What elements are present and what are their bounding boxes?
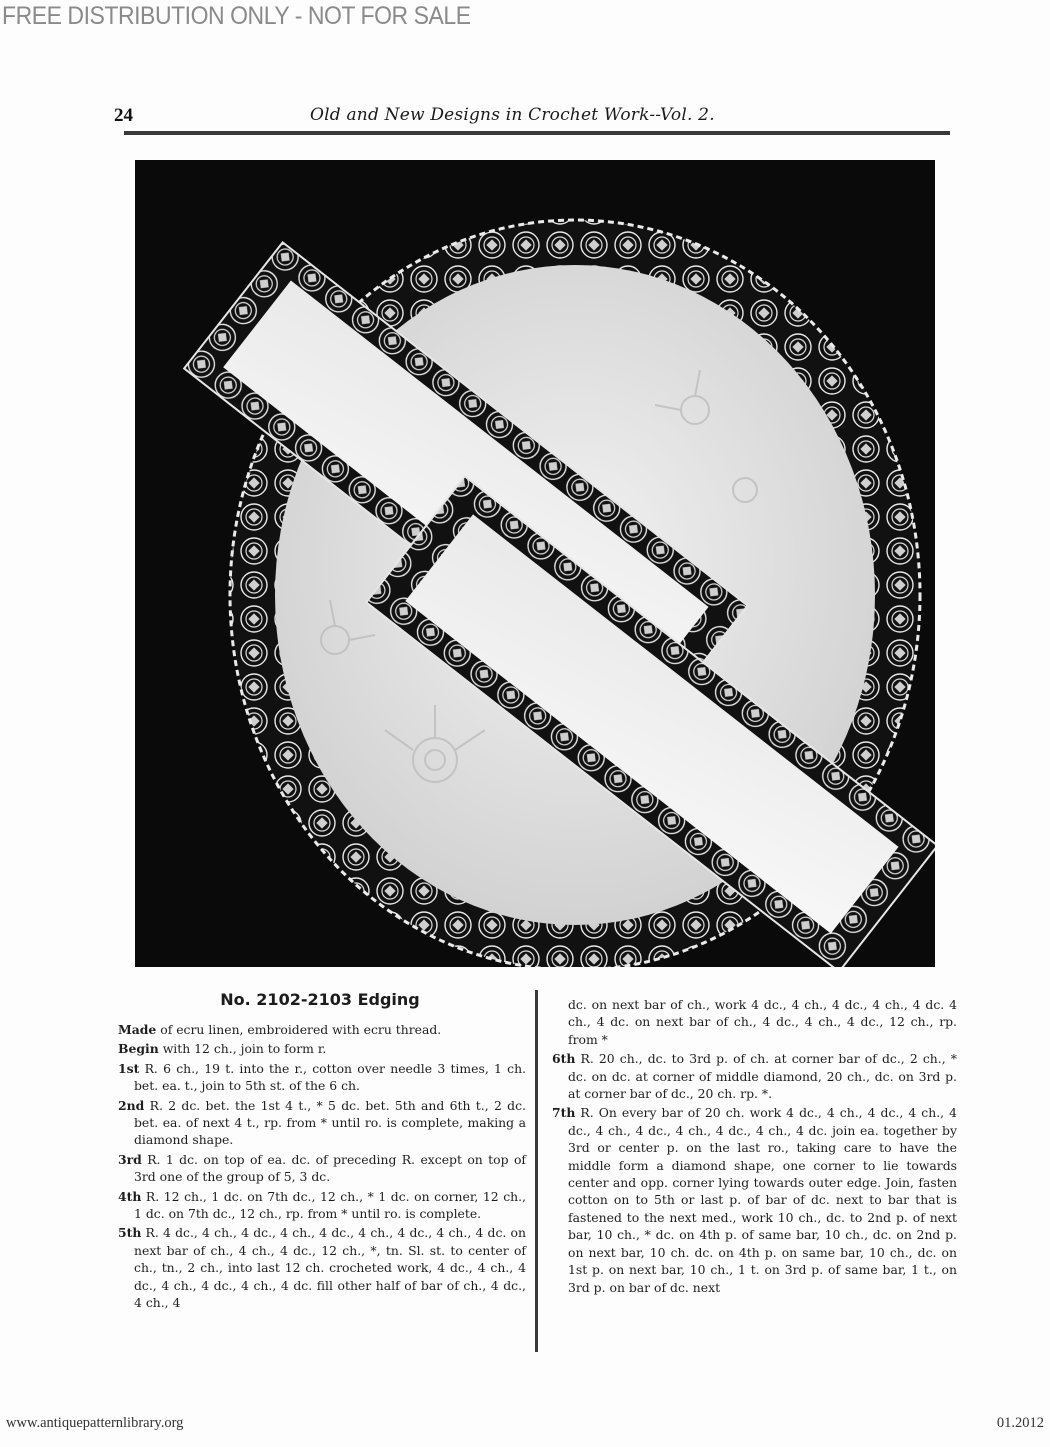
page-number: 24 (114, 105, 133, 126)
instruction-text: dc. on next bar of ch., work 4 dc., 4 ch., 4 dc., 4 ch., 4 dc. 4 ch., 4 dc. on next bar of ch., 4 dc., 4 ch., 4 dc., 12 ch., rp. from * (568, 997, 957, 1047)
instruction-paragraph (118, 1097, 526, 1149)
instructions-left-column (118, 1021, 526, 1314)
header-rule (124, 131, 950, 135)
running-head (110, 105, 950, 129)
instruction-paragraph (118, 1151, 526, 1186)
instruction-lead: 1st (118, 1060, 140, 1076)
instruction-text: R. 1 dc. on top of ea. dc. of preceding R. except on top of 3rd one of the group of 5, 3 dc. (134, 1151, 526, 1185)
instruction-lead: 4th (118, 1188, 142, 1204)
photo-illustration (135, 160, 935, 967)
instruction-paragraph (118, 1224, 526, 1311)
instruction-paragraph (552, 996, 957, 1048)
instruction-text: R. 4 dc., 4 ch., 4 dc., 4 ch., 4 dc., 4 ch., 4 dc., 4 ch., 4 dc. on next bar of ch., 4 ch., 4 dc., 12 ch., *, tn. Sl. st. to center of ch., tn., 2 ch., into last 12 ch. crocheted work, 4 dc., 4 ch., 4 dc., 4 ch., 4 dc., 4 ch., 4 dc. fill other half of bar of ch., 4 dc., 4 ch., 4 (134, 1225, 526, 1311)
instruction-lead: 3rd (118, 1151, 142, 1167)
instruction-paragraph (118, 1040, 526, 1057)
instruction-lead: 2nd (118, 1097, 145, 1113)
instruction-paragraph (552, 1104, 957, 1295)
lace-doily-photo (135, 160, 935, 967)
instruction-text: R. 2 dc. bet. the 1st 4 t., * 5 dc. bet. 5th and 6th t., 2 dc. bet. ea. of next 4 t., rp. from * until ro. is complete, making a diamond shape. (134, 1097, 526, 1148)
instruction-text: R. On every bar of 20 ch. work 4 dc., 4 ch., 4 dc., 4 ch., 4 dc., 4 ch., 4 dc., 4 ch., 4 dc., 4 ch., 4 dc. join ea. together by 3rd or center p. on the last ro., taking care to have the middle form a diamond shape, one corner to lie towards center and opp. corner lying towards outer edge. Join, fasten cotton on to 5th or last p. of bar of dc. next to bar that is fastened to the next med., work 10 ch., dc. to 2nd p. of next bar, 10 ch., * dc. on 4th p. of same bar, 10 ch., dc. on 2nd p. on next bar, 10 ch. dc. on 4th p. on same bar, 10 ch., dc. on 1st p. on next bar, 10 ch., 1 t. on 3rd p. of same bar, 1 t., on 3rd p. on bar of dc. next (568, 1105, 957, 1295)
instruction-lead: 6th (552, 1051, 576, 1067)
footer-website: www.antiquepatternlibrary.org (6, 1415, 184, 1431)
instruction-text: R. 6 ch., 19 t. into the r., cotton over needle 3 times, 1 ch. bet. ea. t., join to 5th st. of the 6 ch. (134, 1060, 526, 1094)
instruction-text: R. 20 ch., dc. to 3rd p. of ch. at corner bar of dc., 2 ch., * dc. on dc. at corner of middle diamond, 20 ch., dc. on 3rd p. at corner bar of dc., 20 ch. rp. *. (568, 1051, 957, 1102)
instruction-paragraph (118, 1021, 526, 1038)
book-title: Old and New Designs in Crochet Work--Vol. 2. (310, 105, 715, 125)
instruction-lead: 5th (118, 1225, 142, 1241)
article-title: No. 2102-2103 Edging (220, 990, 420, 1009)
instruction-lead: Begin (118, 1041, 159, 1057)
column-divider (535, 990, 538, 1352)
instruction-lead: 7th (552, 1105, 576, 1121)
instruction-paragraph (118, 1188, 526, 1223)
instruction-text: R. 12 ch., 1 dc. on 7th dc., 12 ch., * 1 dc. on corner, 12 ch., 1 dc. on 7th dc., 12 ch., rp. from * until ro. is complete. (134, 1188, 526, 1222)
instruction-paragraph (552, 1050, 957, 1102)
instruction-text: with 12 ch., join to form r. (158, 1041, 327, 1057)
instruction-text: of ecru linen, embroidered with ecru thread. (156, 1022, 442, 1037)
footer-date: 01.2012 (996, 1415, 1044, 1431)
watermark: FREE DISTRIBUTION ONLY - NOT FOR SALE (2, 2, 471, 30)
instruction-lead: Made (118, 1022, 157, 1037)
instructions-right-column (552, 996, 957, 1298)
instruction-paragraph (118, 1060, 526, 1095)
